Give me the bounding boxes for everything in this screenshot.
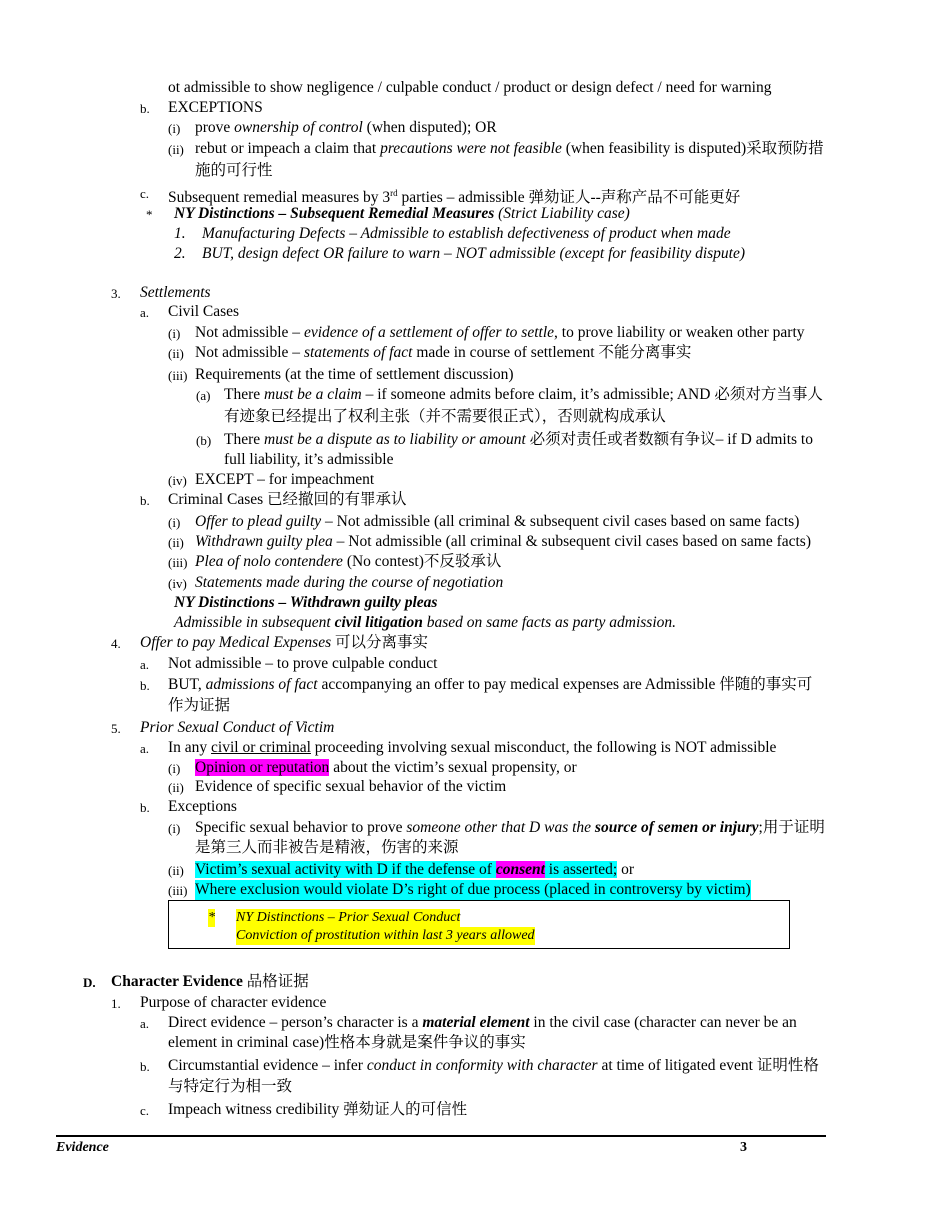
list-marker: (iv)	[168, 473, 187, 488]
list-marker: (i)	[168, 326, 181, 341]
yellow-highlight: Conviction of prostitution within last 3 years allowed	[236, 928, 535, 943]
list-marker: a.	[140, 305, 150, 320]
footer-title: Evidence	[56, 1140, 109, 1155]
list-marker: (iv)	[168, 576, 187, 591]
list-marker: 1.	[111, 996, 121, 1011]
cyan-highlight: Where exclusion would violate D’s right of due process (placed in controversy by victim)	[195, 881, 751, 898]
list-marker: a.	[140, 657, 150, 672]
list-marker: b.	[140, 1059, 150, 1074]
magenta-highlight: consent	[495, 861, 545, 878]
list-marker: 3.	[111, 286, 121, 301]
footer-rule	[56, 1135, 826, 1137]
list-marker: (i)	[168, 515, 181, 530]
yellow-highlight: NY Distinctions – Prior Sexual Conduct	[236, 910, 461, 925]
cyan-highlight: Victim’s sexual activity with D if the defense of consent is asserted;	[195, 861, 618, 878]
list-marker: 2.	[174, 245, 186, 262]
list-marker: b.	[140, 800, 150, 815]
magenta-highlight: Opinion or reputation	[195, 759, 330, 776]
asterisk-marker: *	[208, 910, 215, 925]
list-marker: (i)	[168, 121, 181, 136]
list-marker: (i)	[168, 761, 181, 776]
list-marker: a.	[140, 741, 150, 756]
list-marker: 1.	[174, 225, 186, 242]
list-marker: (i)	[168, 821, 181, 836]
list-marker: 5.	[111, 721, 121, 736]
list-marker: (iii)	[168, 555, 188, 570]
list-marker: b.	[140, 678, 150, 693]
page-number: 3	[740, 1140, 747, 1155]
list-marker: 4.	[111, 636, 121, 651]
list-marker: (ii)	[168, 780, 184, 795]
list-marker: a.	[140, 1016, 150, 1031]
list-marker: (b)	[196, 433, 212, 448]
list-marker: D.	[83, 975, 96, 990]
list-marker: (ii)	[168, 346, 184, 361]
list-marker: c.	[140, 186, 150, 201]
list-marker: (a)	[196, 388, 211, 403]
list-marker: (ii)	[168, 535, 184, 550]
list-marker: b.	[140, 101, 150, 116]
list-marker: b.	[140, 493, 150, 508]
asterisk-marker: *	[146, 207, 153, 222]
list-marker: (ii)	[168, 142, 184, 157]
list-marker: (ii)	[168, 863, 184, 878]
list-marker: (iii)	[168, 368, 188, 383]
list-marker: (iii)	[168, 883, 188, 898]
list-marker: c.	[140, 1103, 150, 1118]
